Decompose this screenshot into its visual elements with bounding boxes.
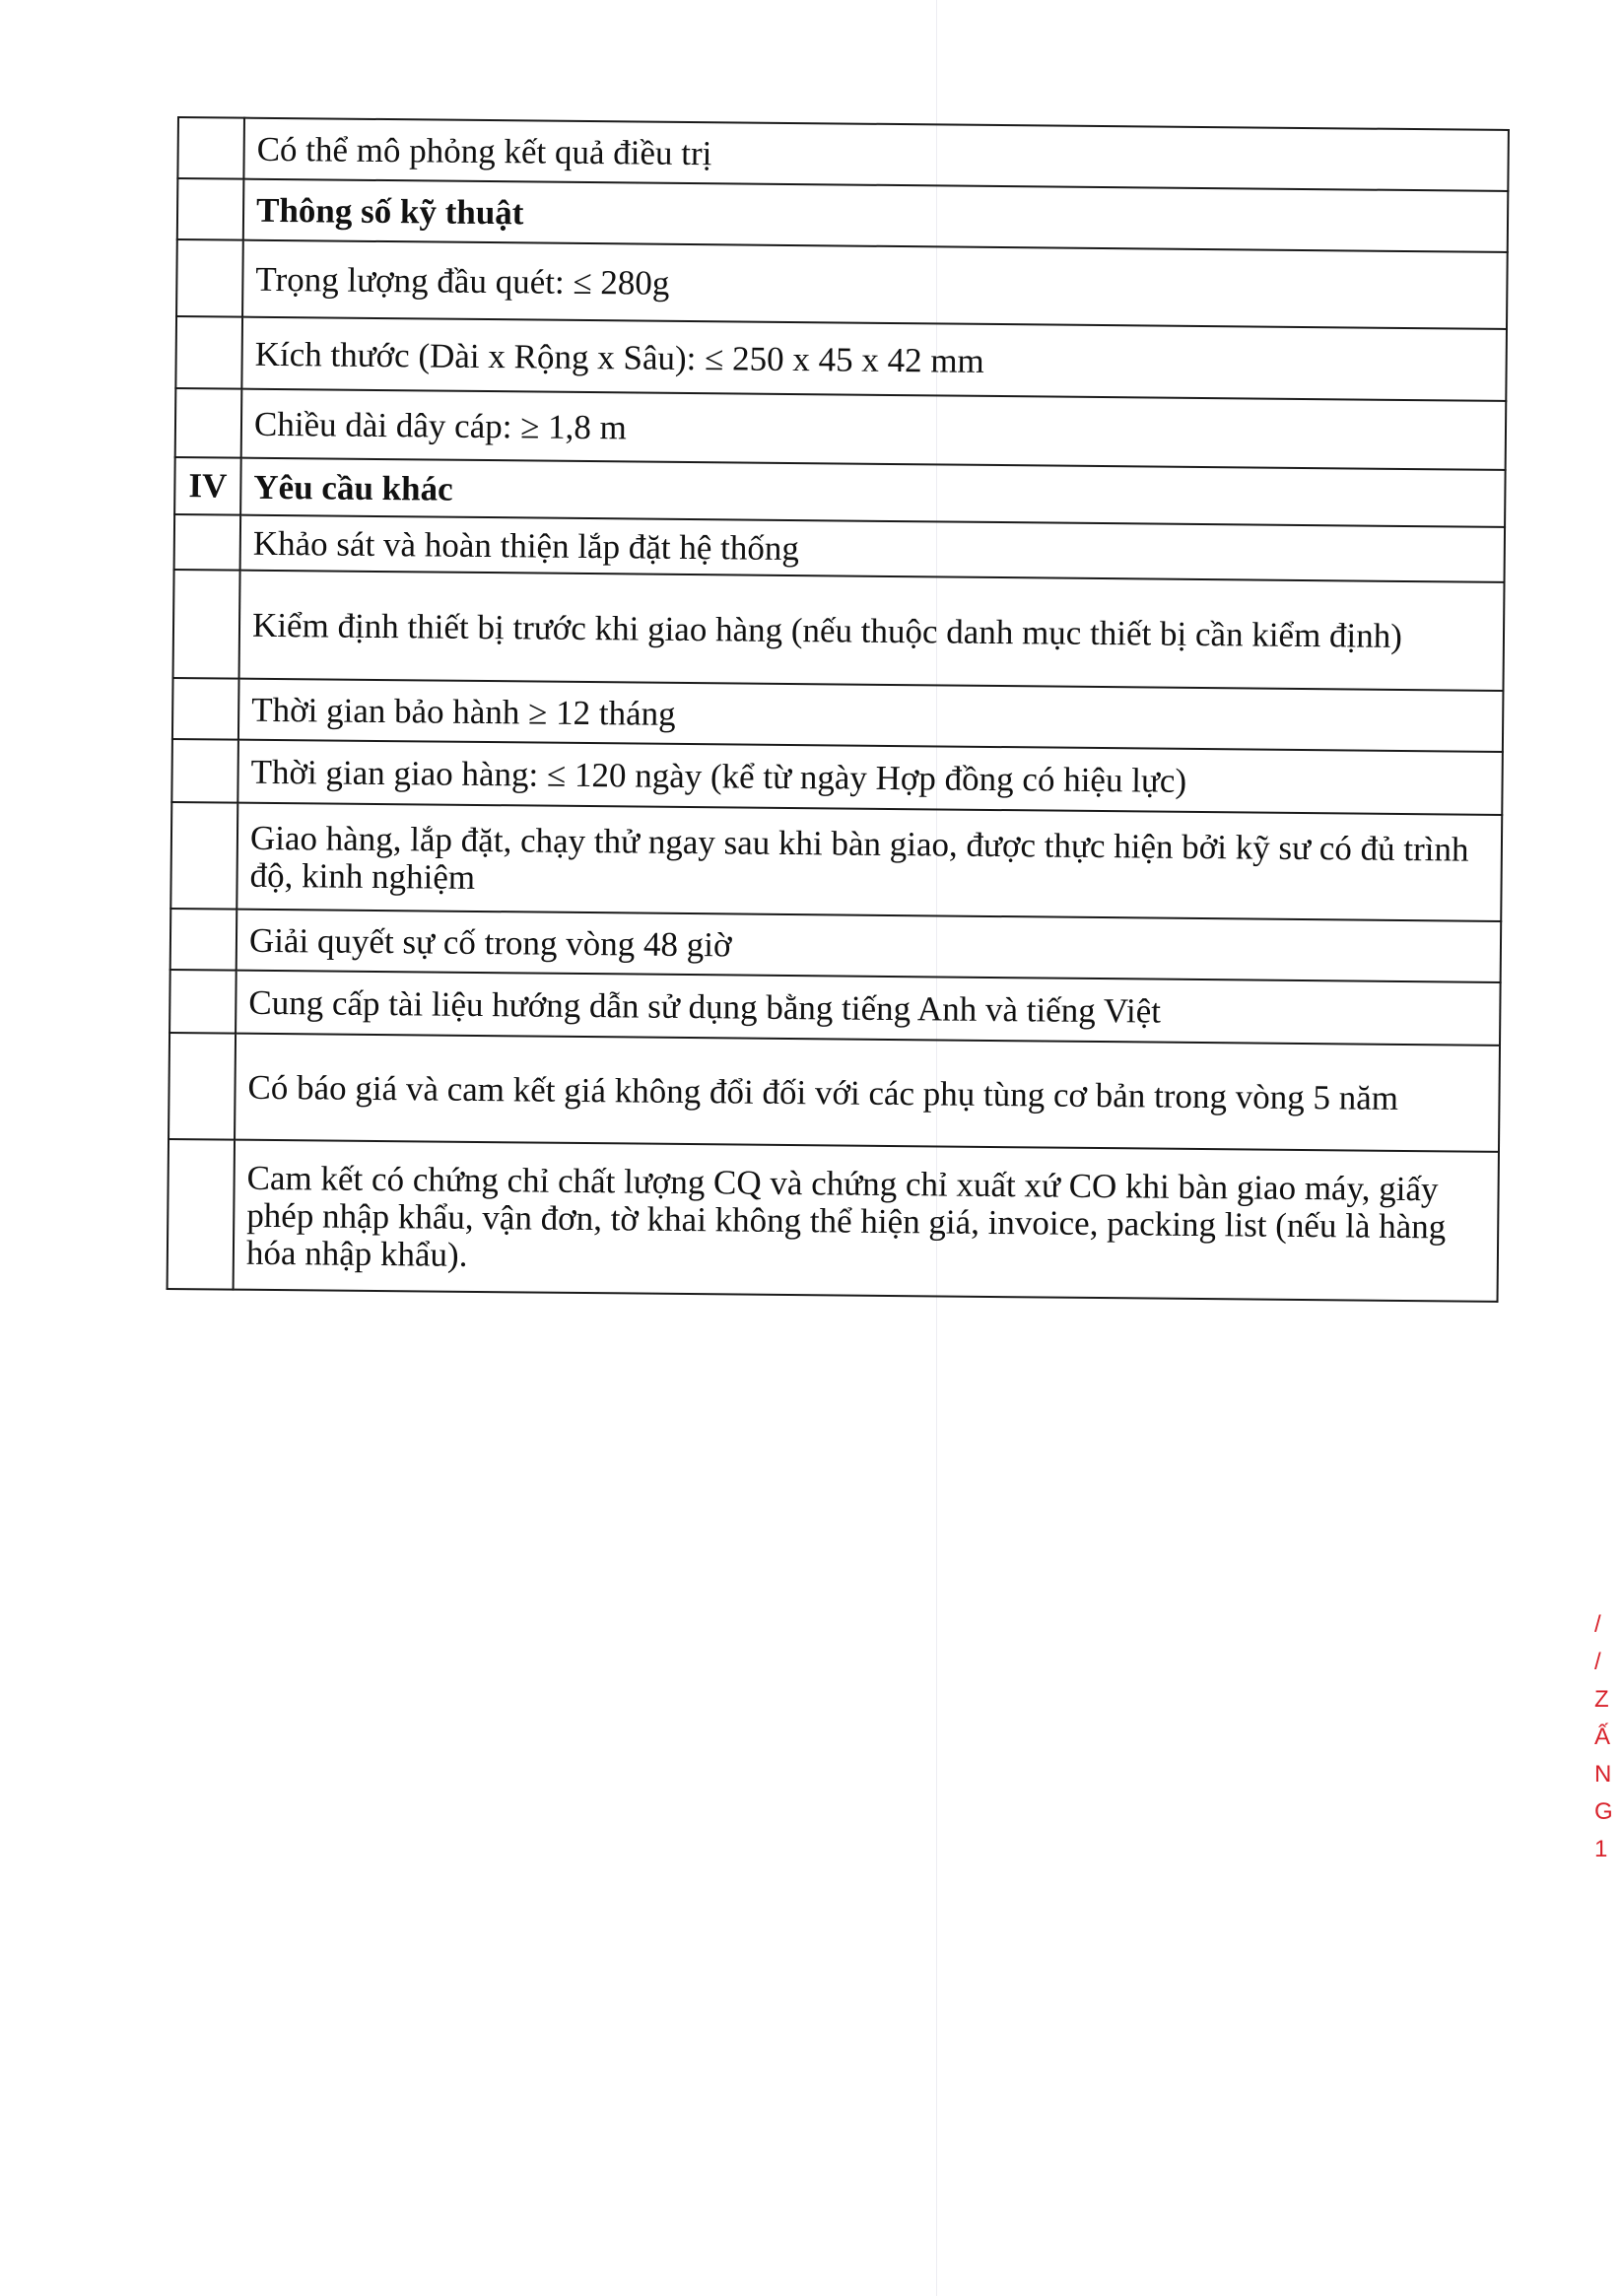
stamp-glyph: / [1594, 1611, 1601, 1638]
row-number [175, 388, 242, 458]
table-row [169, 1033, 1500, 1152]
stamp-glyph: Z [1594, 1686, 1609, 1713]
section-heading: Yêu cầu khác [240, 458, 1505, 527]
row-number [169, 970, 237, 1034]
row-text: Thời gian bảo hành ≥ 12 tháng [238, 679, 1504, 752]
row-text: Cung cấp tài liệu hướng dẫn sử dụng bằng tiếng Anh và tiếng Việt [236, 971, 1501, 1046]
row-number [172, 678, 239, 740]
section-heading: Thông số kỹ thuật [243, 179, 1509, 252]
row-text: Kích thước (Dài x Rộng x Sâu): ≤ 250 x 45 x 42 mm [241, 317, 1507, 401]
table-row [173, 570, 1505, 691]
row-text: Kiểm định thiết bị trước khi giao hàng (nếu thuộc danh mục thiết bị cần kiểm định) [239, 571, 1505, 691]
stamp-glyph: / [1594, 1649, 1601, 1675]
row-text: Trọng lượng đầu quét: ≤ 280g [242, 240, 1508, 329]
row-number [171, 739, 238, 803]
row-text: Có thể mô phỏng kết quả điều trị [243, 118, 1509, 191]
stamp-glyph: 1 [1594, 1836, 1608, 1862]
stamp-glyph: N [1594, 1761, 1612, 1788]
row-number [177, 117, 244, 179]
requirements-table [167, 116, 1510, 1303]
row-text: Khảo sát và hoàn thiện lắp đặt hệ thống [240, 515, 1505, 582]
row-text: Giải quyết sự cố trong vòng 48 giờ [237, 910, 1502, 982]
row-text: Có báo giá và cam kết giá không đổi đối với các phụ tùng cơ bản trong vòng 5 năm [235, 1034, 1500, 1152]
row-text: Cam kết có chứng chỉ chất lượng CQ và chứng chỉ xuất xứ CO khi bàn giao máy, giấy phép nhập khẩu, vận đơn, tờ khai không thể hiện giá, invoice, packing list (nếu là hàng hóa nhập khẩu). [234, 1140, 1499, 1302]
stamp-glyph: Ấ [1594, 1723, 1611, 1750]
table-row [175, 388, 1507, 470]
table-row [170, 802, 1502, 921]
row-number [175, 316, 242, 389]
row-number [173, 570, 240, 679]
stamp-glyph: G [1594, 1798, 1613, 1825]
row-number [177, 178, 244, 240]
red-stamp-fragment [1594, 1606, 1622, 1892]
section-number: IV [174, 457, 241, 515]
row-text: Chiều dài dây cáp: ≥ 1,8 m [241, 389, 1507, 470]
row-number [170, 802, 237, 910]
row-text: Thời gian giao hàng: ≤ 120 ngày (kể từ ngày Hợp đồng có hiệu lực) [237, 740, 1503, 815]
row-number [169, 1033, 236, 1140]
row-number [174, 514, 241, 571]
row-number [168, 1139, 235, 1290]
table-row [175, 316, 1507, 401]
table-row [168, 1139, 1499, 1302]
table-row [176, 239, 1508, 329]
row-number [170, 909, 237, 971]
row-text: Giao hàng, lắp đặt, chạy thử ngay sau khi bàn giao, được thực hiện bởi kỹ sư có đủ trình độ, kinh nghiệm [237, 803, 1502, 921]
row-number [176, 239, 243, 317]
